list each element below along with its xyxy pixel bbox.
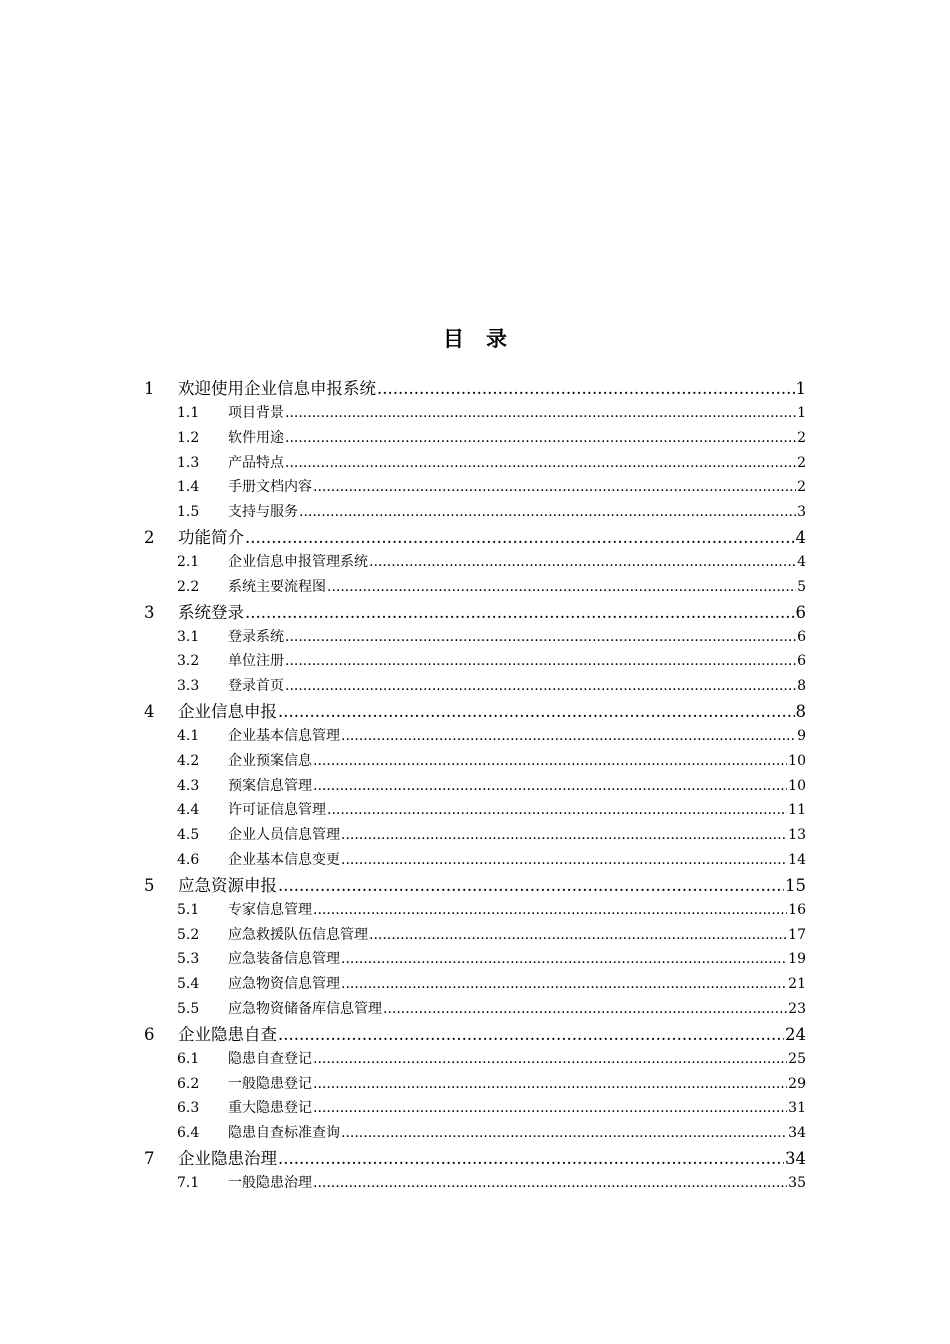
toc-entry-title: 应急资源申报 [178,875,277,895]
toc-entry[interactable] [144,376,806,401]
toc-entry[interactable] [144,774,806,799]
toc-dot-leader [285,451,796,476]
toc-entry-page: 4 [797,553,806,570]
toc-entry[interactable] [144,625,806,650]
toc-entry-title: 专家信息管理 [228,901,312,918]
toc-entry-title: 应急装备信息管理 [228,951,340,968]
toc-entry[interactable] [144,525,806,550]
toc-entry-title: 企业基本信息管理 [228,727,340,744]
toc-entry[interactable] [144,798,806,823]
toc-entry-number: 5.4 [177,976,200,993]
toc-entry[interactable] [144,401,806,426]
toc-entry-number: 1.5 [177,504,200,521]
toc-entry-title: 项目背景 [228,405,284,421]
toc-entry[interactable] [144,1146,806,1171]
toc-entry[interactable] [144,699,806,724]
toc-entry-page: 4 [795,527,806,547]
toc-entry[interactable] [144,674,806,699]
toc-dot-leader [369,550,796,575]
toc-entry-number: 6.4 [177,1125,200,1142]
toc-entry-number: 7 [144,1148,155,1168]
toc-entry-page: 13 [788,827,806,844]
toc-entry-number: 2.1 [177,553,200,570]
toc-entry-number: 5 [144,875,155,895]
toc-entry-number: 2 [144,527,155,547]
toc-entry-page: 21 [788,976,806,993]
toc-entry-page: 31 [788,1100,806,1117]
toc-entry-title: 企业基本信息变更 [228,851,340,868]
toc-dot-leader [285,426,796,451]
toc-entry-page: 35 [788,1174,806,1191]
toc-entry-title: 企业预案信息 [228,752,312,769]
toc-entry-page: 8 [797,678,806,695]
toc-entry-title: 手册文档内容 [228,479,312,496]
toc-dot-leader [313,1047,787,1072]
toc-entry[interactable] [144,600,806,625]
toc-dot-leader [285,674,796,699]
toc-dot-leader [285,649,796,674]
toc-entry-number: 5.3 [177,951,200,968]
toc-entry[interactable] [144,1072,806,1097]
toc-entry-title: 应急物资储备库信息管理 [228,1000,382,1017]
toc-entry-title: 企业人员信息管理 [228,827,340,844]
toc-entry-number: 1 [144,379,155,398]
toc-entry-title: 软件用途 [228,429,284,446]
toc-entry-page: 9 [797,727,806,744]
toc-entry[interactable] [144,475,806,500]
toc-dot-leader [369,923,787,948]
toc-entry[interactable] [144,1096,806,1121]
toc-entry-number: 3.3 [177,678,200,695]
toc-dot-leader [377,376,795,401]
toc-dot-leader [313,1096,787,1121]
toc-entry[interactable] [144,1047,806,1072]
toc-entry[interactable] [144,997,806,1022]
toc-entry-title: 支持与服务 [228,504,298,521]
toc-dot-leader [245,600,795,625]
toc-dot-leader [313,1072,787,1097]
toc-dot-leader [313,749,787,774]
toc-entry[interactable] [144,500,806,525]
toc-entry-number: 6.1 [177,1050,200,1067]
toc-entry-number: 3.1 [177,628,200,645]
toc-entry-page: 14 [788,851,806,868]
toc-entry-number: 6.2 [177,1075,200,1092]
toc-dot-leader [383,997,787,1022]
toc-entry-title: 功能简介 [178,527,244,547]
toc-dot-leader [341,972,787,997]
toc-dot-leader [313,774,787,799]
toc-entry-page: 34 [788,1125,806,1142]
toc-entry-title: 欢迎使用企业信息申报系统 [178,379,376,398]
toc-entry-title: 一般隐患治理 [228,1174,312,1191]
toc-entry-page: 3 [797,504,806,521]
toc-entry-page: 8 [795,701,806,721]
toc-entry[interactable] [144,1171,806,1196]
toc-dot-leader [278,1022,784,1047]
toc-dot-leader [313,1171,787,1196]
toc-entry[interactable] [144,724,806,749]
toc-entry-title: 企业隐患自查 [178,1024,277,1044]
toc-entry-number: 5.5 [177,1000,200,1017]
toc-entry-title: 隐患自查标准查询 [228,1125,340,1142]
toc-entry-page: 6 [795,602,806,622]
toc-entry[interactable] [144,451,806,476]
toc-entry[interactable] [144,923,806,948]
toc-entry[interactable] [144,972,806,997]
toc-entry-number: 4.6 [177,851,200,868]
toc-entry-title: 应急物资信息管理 [228,976,340,993]
toc-entry-page: 19 [788,951,806,968]
toc-entry-number: 5.2 [177,926,200,943]
toc-entry-number: 4.1 [177,727,200,744]
toc-entry-number: 7.1 [177,1174,200,1191]
toc-entry-page: 10 [788,777,806,794]
toc-entry-title: 企业信息申报管理系统 [228,553,368,570]
toc-entry-number: 6 [144,1024,155,1044]
toc-entry-title: 预案信息管理 [228,777,312,794]
toc-entry-title: 一般隐患登记 [228,1075,312,1092]
toc-entry-number: 4.4 [177,802,200,819]
toc-entry-page: 2 [797,429,806,446]
toc-entry-number: 6.3 [177,1100,200,1117]
toc-entry-number: 3.2 [177,653,200,670]
toc-entry[interactable] [144,575,806,600]
toc-entry-title: 登录首页 [228,678,284,695]
toc-entry-number: 1.4 [177,479,200,496]
toc-entry[interactable] [144,898,806,923]
toc-entry-page: 11 [788,802,806,819]
toc-dot-leader [327,575,796,600]
toc-dot-leader [327,798,787,823]
toc-dot-leader [341,1121,787,1146]
toc-entry-title: 隐患自查登记 [228,1050,312,1067]
toc-entry-page: 2 [797,479,806,496]
toc-title: 目录 [443,326,529,351]
toc-dot-leader [278,1146,784,1171]
toc-dot-leader [245,525,795,550]
toc-entry-number: 2.2 [177,578,200,595]
toc-entry[interactable] [144,426,806,451]
toc-dot-leader [299,500,796,525]
toc-entry-page: 17 [788,926,806,943]
toc-entry[interactable] [144,947,806,972]
toc-dot-leader [278,699,795,724]
toc-entry-number: 3 [144,602,155,622]
toc-entry-page: 34 [785,1148,806,1168]
toc-entry-page: 6 [797,628,806,645]
toc-entry[interactable] [144,1121,806,1146]
toc-dot-leader [341,724,796,749]
toc-dot-leader [285,625,796,650]
toc-entry-title: 产品特点 [228,454,284,471]
toc-entry-number: 4 [144,701,155,721]
toc-entry-title: 系统登录 [178,602,244,622]
toc-entry-page: 29 [788,1075,806,1092]
toc-entry-number: 1.2 [177,429,200,446]
toc-entry-page: 15 [785,875,806,895]
toc-entry-title: 登录系统 [228,628,284,645]
toc-dot-leader [341,823,787,848]
toc-dot-leader [313,898,787,923]
toc-entry-title: 企业信息申报 [178,701,277,721]
toc-entry-page: 24 [785,1024,806,1044]
toc-entry[interactable] [144,848,806,873]
toc-entry-page: 6 [797,653,806,670]
toc-entry-page: 16 [788,901,806,918]
toc-entry-page: 2 [797,454,806,471]
toc-entry[interactable] [144,550,806,575]
toc-entry-page: 10 [788,752,806,769]
toc-entry-number: 1.3 [177,454,200,471]
toc-entry-title: 许可证信息管理 [228,802,326,819]
toc-entry-number: 5.1 [177,901,200,918]
toc-entry-title: 企业隐患治理 [178,1148,277,1168]
toc-entry[interactable] [144,649,806,674]
toc-entry-number: 4.2 [177,752,200,769]
toc-entry[interactable] [144,1022,806,1047]
toc-entry-title: 应急救援队伍信息管理 [228,926,368,943]
toc-entry-number: 1.1 [177,405,200,421]
toc-entry-page: 25 [788,1050,806,1067]
toc-dot-leader [313,475,796,500]
toc-entry-page: 5 [797,578,806,595]
toc-entry-page: 1 [795,379,806,398]
toc-dot-leader [341,848,787,873]
toc-entry[interactable] [144,823,806,848]
toc-dot-leader [278,873,784,898]
toc-entry-number: 4.5 [177,827,200,844]
toc-entry[interactable] [144,749,806,774]
toc-entry-title: 单位注册 [228,653,284,670]
toc-entry-number: 4.3 [177,777,200,794]
toc-entry-page: 1 [797,405,806,421]
toc-dot-leader [285,401,796,426]
toc-entry-title: 重大隐患登记 [228,1100,312,1117]
table-of-contents [144,376,806,1196]
toc-entry[interactable] [144,873,806,898]
toc-entry-page: 23 [788,1000,806,1017]
toc-entry-title: 系统主要流程图 [228,578,326,595]
toc-dot-leader [341,947,787,972]
